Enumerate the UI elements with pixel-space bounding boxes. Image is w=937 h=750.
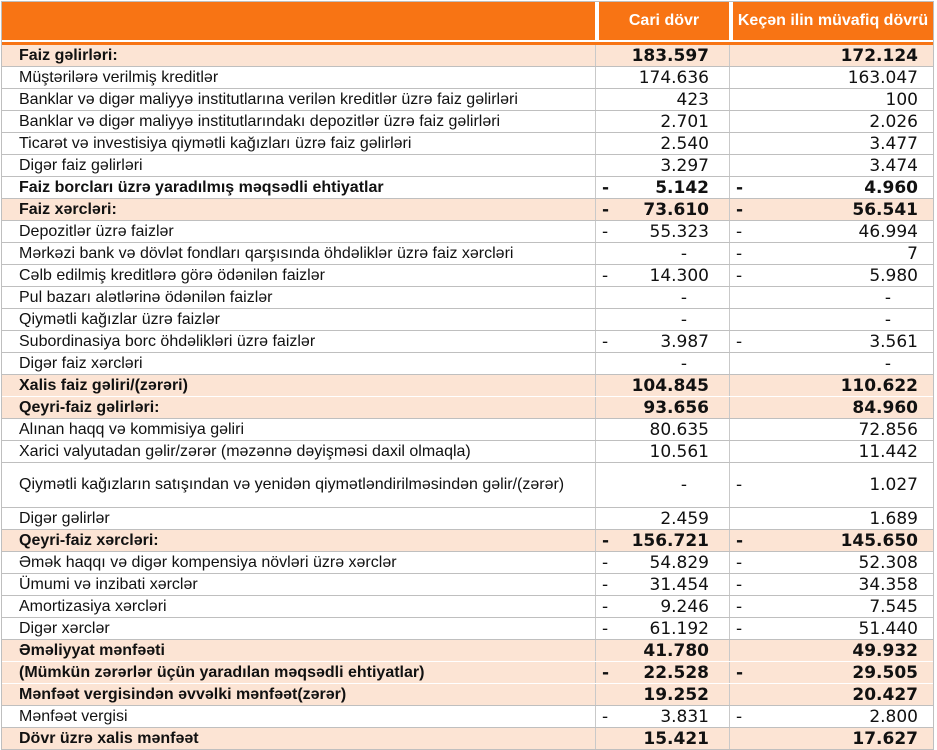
row-label: Mənfəət vergisi [19,707,128,725]
table-row [2,352,933,374]
current-value: 10.561 [649,441,709,462]
table-row [2,595,933,617]
previous-value-cell [729,419,933,440]
previous-value-cell [729,199,933,220]
current-value-cell [595,706,729,727]
table-row [2,727,933,749]
current-value-cell [595,177,729,198]
previous-value-cell [729,133,933,154]
current-value: 2.459 [660,508,709,529]
table-row [2,440,933,462]
previous-value: 52.308 [858,552,918,573]
current-value: - [680,353,687,374]
previous-value-cell [729,309,933,330]
table-row [2,683,933,705]
table-row [2,88,933,110]
previous-value-cell [729,684,933,705]
current-value-cell [595,508,729,529]
table-body [2,45,933,749]
income-statement-table [1,1,934,750]
current-value: 3.297 [660,155,709,176]
header-empty-cell [2,2,595,40]
current-value: 174.636 [638,67,709,88]
current-value-cell [595,133,729,154]
row-label: Mənfəət vergisindən əvvəlki mənfəət(zərər) [19,685,347,703]
negative-sign: - [736,177,744,198]
previous-value: 7 [907,243,918,264]
previous-value: 46.994 [858,221,918,242]
previous-value-cell [729,111,933,132]
negative-sign: - [736,475,743,495]
previous-value: 49.932 [852,640,918,661]
table-row [2,286,933,308]
previous-value: 1.689 [869,508,918,529]
current-value-cell [595,375,729,396]
current-value-cell [595,89,729,110]
previous-value: - [884,287,891,308]
negative-sign: - [736,265,743,286]
previous-value-cell [729,662,933,683]
row-label: Qeyri-faiz xərcləri: [19,531,159,549]
table-row [2,45,933,66]
row-label: Banklar və digər maliyyə institutlarındakı depozitlər üzrə faiz gəlirləri [19,112,501,130]
negative-sign: - [602,199,610,220]
current-value-cell [595,67,729,88]
previous-value-cell [729,221,933,242]
table-row [2,418,933,440]
row-label: Digər faiz gəlirləri [19,156,143,174]
negative-sign: - [736,199,744,220]
current-value-cell [595,331,729,352]
previous-value: 3.561 [869,331,918,352]
previous-value: 17.627 [852,728,918,749]
negative-sign: - [736,574,743,595]
row-label: Dövr üzrə xalis mənfəət [19,729,199,747]
current-value: 93.656 [643,397,709,418]
previous-value-cell [729,508,933,529]
current-value-cell [595,728,729,749]
negative-sign: - [736,243,743,264]
previous-value-cell [729,463,933,507]
previous-value: 145.650 [840,530,918,551]
previous-value-cell [729,706,933,727]
current-value-cell [595,111,729,132]
current-value: 9.246 [660,596,709,617]
previous-value-cell [729,596,933,617]
current-value-cell [595,199,729,220]
table-row [2,551,933,573]
row-label: Digər xərclər [19,619,110,637]
previous-value-cell [729,331,933,352]
current-value-cell [595,397,729,418]
negative-sign: - [602,221,609,242]
previous-value: 7.545 [869,596,918,617]
table-row [2,617,933,639]
previous-value-cell [729,177,933,198]
negative-sign: - [602,331,609,352]
current-value: - [680,475,687,495]
table-row [2,330,933,352]
previous-value: 1.027 [869,475,918,495]
current-value: 80.635 [649,419,709,440]
current-value: 41.780 [643,640,709,661]
current-value-cell [595,243,729,264]
row-label: Mərkəzi bank və dövlət fondları qarşısında öhdəliklər üzrə faiz xərcləri [19,244,514,262]
table-row [2,639,933,661]
previous-value-cell [729,618,933,639]
previous-value: 56.541 [852,199,918,220]
table-row [2,529,933,551]
table-row [2,220,933,242]
current-value: 2.540 [660,133,709,154]
negative-sign: - [736,618,743,639]
negative-sign: - [602,574,609,595]
previous-value: 172.124 [840,45,918,66]
row-label: Müştərilərə verilmiş kreditlər [19,68,219,86]
table-row [2,308,933,330]
table-row [2,661,933,683]
current-value: - [680,309,687,330]
previous-value-cell [729,353,933,374]
negative-sign: - [602,265,609,286]
previous-value: 2.800 [869,706,918,727]
current-value: 73.610 [643,199,709,220]
table-row [2,264,933,286]
current-value: 183.597 [631,45,709,66]
negative-sign: - [602,552,609,573]
previous-value: 72.856 [858,419,918,440]
current-value-cell [595,221,729,242]
previous-value: 3.477 [869,133,918,154]
previous-value: 3.474 [869,155,918,176]
current-value: 14.300 [649,265,709,286]
previous-value: 51.440 [858,618,918,639]
table-row [2,573,933,595]
previous-value-cell [729,243,933,264]
current-value: 104.845 [631,375,709,396]
current-value-cell [595,530,729,551]
current-value-cell [595,287,729,308]
negative-sign: - [602,662,610,683]
row-label: Cəlb edilmiş kreditlərə görə ödənilən faizlər [19,266,325,284]
previous-value: 2.026 [869,111,918,132]
row-label: Qeyri-faiz gəlirləri: [19,398,160,416]
current-value-cell [595,265,729,286]
current-value: - [680,243,687,264]
previous-value: 110.622 [840,375,918,396]
current-value-cell [595,441,729,462]
negative-sign: - [736,221,743,242]
current-value-cell [595,552,729,573]
negative-sign: - [602,706,609,727]
current-value: 31.454 [649,574,709,595]
table-row [2,198,933,220]
table-row [2,462,933,507]
row-label: Faiz gəlirləri: [19,46,118,64]
row-label: Xalis faiz gəliri/(zərəri) [19,376,188,394]
current-value: 61.192 [649,618,709,639]
row-label: Digər gəlirlər [19,509,110,527]
previous-value: 163.047 [847,67,918,88]
row-label: Pul bazarı alətlərinə ödənilən faizlər [19,288,273,306]
row-label: (Mümkün zərərlər üçün yaradılan məqsədli ehtiyatlar) [19,663,425,681]
previous-value-cell [729,728,933,749]
previous-value: 11.442 [858,441,918,462]
row-label: Amortizasiya xərcləri [19,597,167,615]
current-value-cell [595,419,729,440]
previous-value: - [884,309,891,330]
current-value: 3.831 [660,706,709,727]
negative-sign: - [602,618,609,639]
current-value: 54.829 [649,552,709,573]
previous-value: - [884,353,891,374]
table-row [2,154,933,176]
table-row [2,242,933,264]
current-value: 2.701 [660,111,709,132]
current-value-cell [595,574,729,595]
negative-sign: - [602,596,609,617]
previous-value: 20.427 [852,684,918,705]
previous-value-cell [729,155,933,176]
current-value-cell [595,684,729,705]
table-row [2,66,933,88]
current-value-cell [595,353,729,374]
row-label: Əmək haqqı və digər kompensiya növləri üzrə xərclər [19,553,397,571]
previous-value-cell [729,441,933,462]
negative-sign: - [602,177,610,198]
row-label: Banklar və digər maliyyə institutlarına verilən kreditlər üzrə faiz gəlirləri [19,90,518,108]
current-value: 3.987 [660,331,709,352]
current-value: 156.721 [631,530,709,551]
negative-sign: - [736,331,743,352]
row-label: Faiz borcları üzrə yaradılmış məqsədli ehtiyatlar [19,178,384,196]
previous-value-cell [729,552,933,573]
header-current-period: Cari dövr [595,2,729,40]
previous-value-cell [729,574,933,595]
current-value: 15.421 [643,728,709,749]
previous-value-cell [729,375,933,396]
current-value-cell [595,640,729,661]
current-value: 22.528 [643,662,709,683]
current-value-cell [595,45,729,66]
row-label: Xarici valyutadan gəlir/zərər (məzənnə dəyişməsi daxil olmaqla) [19,442,471,460]
previous-value: 4.960 [864,177,918,198]
negative-sign: - [736,706,743,727]
current-value-cell [595,309,729,330]
previous-value-cell [729,640,933,661]
current-value: 55.323 [649,221,709,242]
previous-value-cell [729,89,933,110]
previous-value: 29.505 [852,662,918,683]
current-value-cell [595,618,729,639]
current-value: - [680,287,687,308]
previous-value-cell [729,530,933,551]
negative-sign: - [602,530,610,551]
row-label: Qiymətli kağızların satışından və yenidən qiymətləndirilməsindən gəlir/(zərər) [19,476,565,493]
table-row [2,374,933,396]
current-value-cell [595,596,729,617]
row-label: Faiz xərcləri: [19,200,117,218]
current-value: 423 [676,89,709,110]
previous-value-cell [729,67,933,88]
previous-value-cell [729,265,933,286]
row-label: Alınan haqq və kommisiya gəliri [19,420,244,438]
row-label: Digər faiz xərcləri [19,354,143,372]
previous-value: 100 [885,89,918,110]
current-value: 5.142 [655,177,709,198]
current-value-cell [595,662,729,683]
negative-sign: - [736,552,743,573]
previous-value-cell [729,287,933,308]
table-row [2,110,933,132]
negative-sign: - [736,662,744,683]
row-label: Depozitlər üzrə faizlər [19,222,174,240]
negative-sign: - [736,596,743,617]
previous-value: 5.980 [869,265,918,286]
row-label: Əməliyyat mənfəəti [19,641,165,659]
table-row [2,396,933,418]
previous-value-cell [729,45,933,66]
current-value-cell [595,463,729,507]
header-previous-period: Keçən ilin müvafiq dövrü [729,2,933,40]
previous-value: 84.960 [852,397,918,418]
row-label: Ümumi və inzibati xərclər [19,575,198,593]
previous-value-cell [729,397,933,418]
table-row [2,176,933,198]
current-value-cell [595,155,729,176]
row-label: Qiymətli kağızlar üzrə faizlər [19,310,220,328]
table-row [2,507,933,529]
current-value: 19.252 [643,684,709,705]
row-label: Subordinasiya borc öhdəlikləri üzrə faizlər [19,332,316,350]
negative-sign: - [736,530,744,551]
table-row [2,132,933,154]
row-label: Ticarət və investisiya qiymətli kağızları üzrə faiz gəlirləri [19,134,412,152]
previous-value: 34.358 [858,574,918,595]
table-header-row [2,2,933,40]
table-row [2,705,933,727]
